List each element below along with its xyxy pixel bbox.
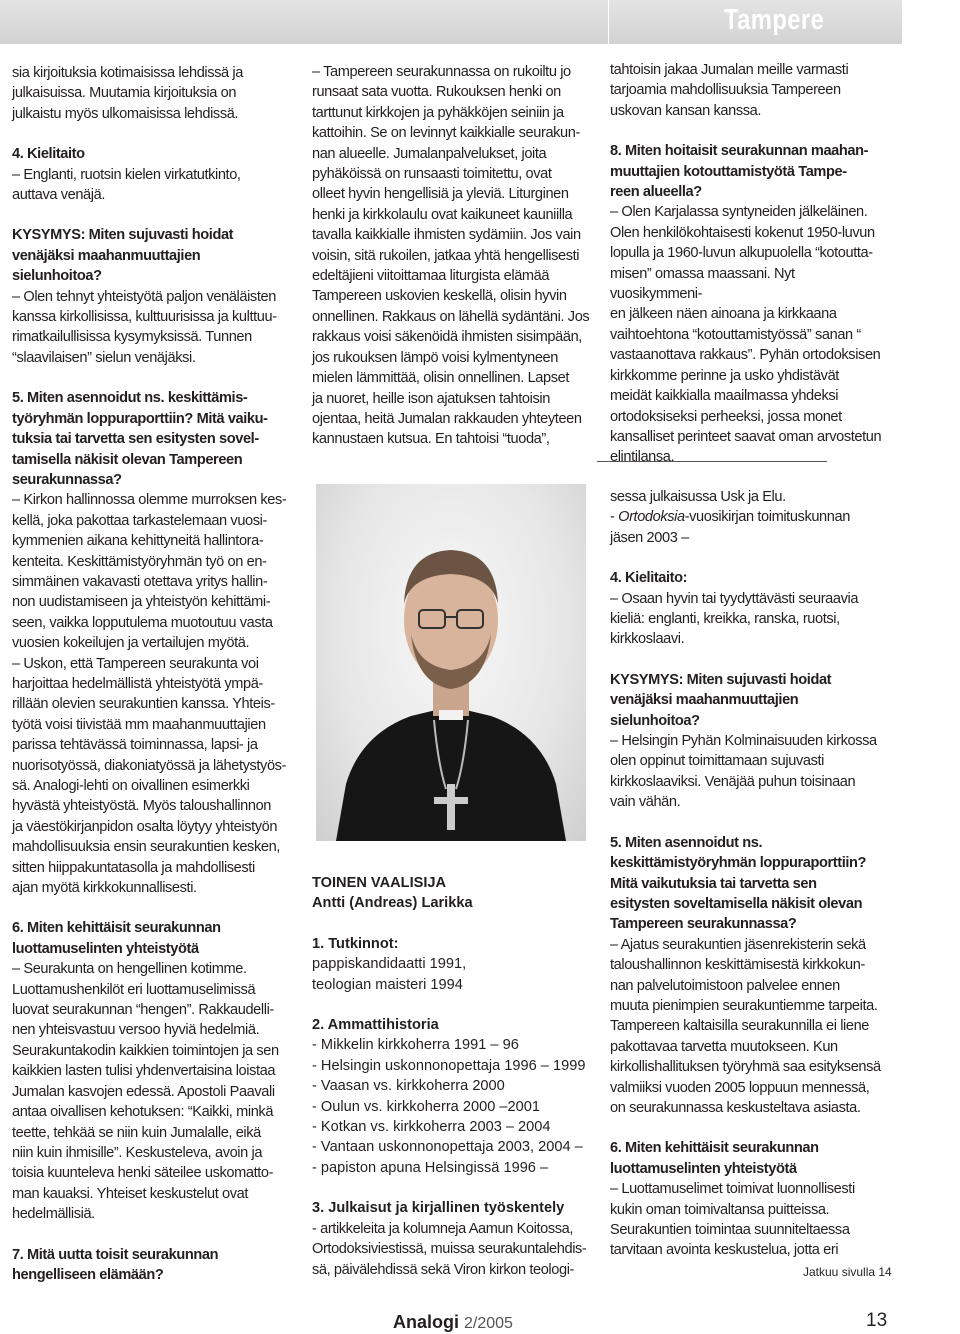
column-1: sia kirjoituksia kotimaisissa lehdissä ja julkaisuissa. Muutamia kirjoituksia on julkaistu myös ulkomaisissa lehdissä. 4. Kielitaito – Englanti, ruotsin kielen virkatutkinto, auttava venäjä. KYSYMYS: Miten sujuvasti hoidat venäjäksi maahanmuuttajien sielunhoitoa? – Olen tehnyt yhteistyötä paljon venäläisten kanssa kirkollisissa, kulttuurisissa ja kulttuu- rimatkailullisissa kysymyksissä. Tunnen “slaavilaisen” sielun venäjäksi. 5. Miten asennoidut ns. keskittämis- työryhmän loppuraporttiin? Mitä vaiku- tuksia tai tarvetta sen esitysten sovel- tamisella näkisit olevan Tampereen seurakunnassa? – Kirkon hallinnossa olemme murroksen kes- kellä, joka pakottaa tarkastelemaan vuosi- kymmenien aikana kehittyneitä hallintora- kenteita. Keskittämistyöryhmän työ on en- simmäinen vakavasti otettava yritys hallin- non uudistamiseen ja yhteistyön kehittämi- seen, vaikka lopputulema muotoutuu vasta vuosien kokeilujen ja vertailujen myötä. – Uskon, että Tampereen seurakunta voi harjoittaa hedelmällistä yhteistyötä ympä- rillään olevien seurakuntien kanssa. Yhteis- työtä voisi tiivistää mm maahanmuuttajien parissa tehtävässä toiminnassa, lapsi- ja nuorisotyössä, diakoniatyössä ja lähetystyös- sä. Analogi-lehti on oivallinen esimerkki hyvästä yhteistyöstä. Myös taloushallinnon ja väestökirjanpidon osalta löytyy yhteistyön mahdollisuuksia ensin seurakuntien kesken, sitten hiippakuntatasolla ja mahdollisesti ajan myötä kirkkokunnallisesti. 6. Miten kehittäisit seurakunnan luottamuselinten yhteistyötä – Seurakunta on hengellinen kotimme. Luottamushenkilöt eri luottamuselimissä luovat seurakunnan “hengen”. Rakkaudelli- nen yhteisvastuu versoo hyviä hedelmiä. Seurakuntakodin kaikkien toimintojen ja sen kaikkien lasten tulisi yhdenvertaisina loistaa Jumalan kasvojen edessä. Apostoli Paavali antaa oivallisen kehotuksen: “Kaikki, minkä teette, tehkää se niin kuin Jumalalle, eikä niin kuin ihmisille”. Keskusteleva, avoin ja toisia kuunteleva henki säteilee uskomatto- man kauaksi. Yhteiset keskustelut ovat hedelmällisiä. 7. Mitä uutta toisit seurakunnan hengelliseen elämään? [12,63,292,1285]
col1-q6-answer: – Seurakunta on hengellinen kotimme. Luottamushenkilöt eri luottamuselimissä luovat seurakunnan “hengen”. Rakkaudelli- nen yhteisvastuu versoo hyviä hedelmiä. Seurakuntakodin kaikkien toimintojen ja sen kaikkien lasten tulisi yhdenvertaisina loistaa Jumalan kasvojen edessä. Apostoli Paavali antaa oivallisen kehotuksen: “Kaikki, minkä teette, tehkää se niin kuin Jumalalle, eikä niin kuin ihmisille”. Keskusteleva, avoin ja toisia kuunteleva henki säteilee uskomatto- man kauaksi. Yhteiset keskustelut ovat hedelmällisiä. [12,961,279,1223]
column-3-top [610,60,890,468]
col2-q2-title: 2. Ammattihistoria [312,1017,439,1034]
col3-q8-answer: – Olen Karjalassa syntyneiden jälkeläinen. Olen henkilökohtaisesti kokenut 1950-luvun lopulla ja 1960-luvun alkupuolella “kotoutta- misen” omassa maassani. Nyt vuosikymmeni- en jälkeen näen ainoana ja kirkkaana vaihtoehtona “kotouttamistyössä” sanan “ vastaanottava rakkaus”. Pyhän ortodoksisen kirkkomme perinne ja usko yhdistävät meidät kaikkialla maailmassa yhdeksi ortodoksiseksi perheeksi, jossa monet kansalliset perinteet saavat oman arvostetun elintilansa. [610,204,882,466]
magazine-name: Analogi [393,1312,459,1332]
col1-kys-title: KYSYMYS: Miten sujuvasti hoidat venäjäksi maahanmuuttajien sielunhoitoa? [12,227,234,285]
col3-q6-answer: – Luottamuselimet toimivat luonnollisesti kukin oman toimivaltansa puitteissa. Seurakuntien toimintaa suunniteltaessa tarvitaan avointa keskustelua, jotta eri [610,1181,855,1259]
col3-member-line: jäsen 2003 – [610,529,689,546]
col3-q6-title: 6. Miten kehittäisit seurakunnan luottamuselinten yhteistyötä [610,1140,819,1177]
column-3-bottom [610,487,890,1261]
col2-q1-title: 1. Tutkinnot: [312,935,399,952]
col1-q7-title: 7. Mitä uutta toisit seurakunnan hengelliseen elämään? [12,1246,219,1283]
section-header-bar [0,0,902,44]
col1-intro: sia kirjoituksia kotimaisissa lehdissä ja julkaisuissa. Muutamia kirjoituksia on julkaistu myös ulkomaisissa lehdissä. [12,65,243,122]
col3-kys-title: KYSYMYS: Miten sujuvasti hoidat venäjäksi maahanmuuttajien sielunhoitoa? [610,671,832,729]
col1-q6-title: 6. Miten kehittäisit seurakunnan luottamuselinten yhteistyötä [12,920,221,957]
magazine-issue: 2/2005 [464,1315,513,1332]
col3-ortodoksia-line: - Ortodoksia-vuosikirjan toimituskunnan [610,509,850,526]
column-2-text: – Tampereen seurakunnassa on rukoiltu jo runsaat sata vuotta. Rukouksen henki on tarttunut kirkkojen ja pyhäkköjen seiniin ja kattoihin. Se on levinnyt kaikkialle seurakun- nan alueelle. Jumalanpalvelukset, joita pyhäköissä on runsaasti toimitettu, ovat olleet hyvin hengellisiä ja yleviä. Liturginen henki ja kirkkolaulu ovat kaikuneet kauniilla tavalla kaikkialle ihmisten sydämiin. Jos vain voisin, sitä rukoilen, jatkaa yhtä hengellisesti edeltäjieni viitoittamaa liturgista elämää Tampereen uskovien keskellä, olisin hyvin onnellinen. Rakkaus on lähellä sydäntäni. Jos rakkaus voisi säkenöidä ihmisten sisimpään, jos rukouksen lämpö voisi kylmentyneen mielen lämmittää, olisin onnellinen. Lapset ja nuoret, heille ison ajatuksen tahtoisin ojentaa, heitä Jumalan rakkauden yhteyteen kannustaen kutsua. En tahtoisi “tuoda”, [312,64,590,448]
col2-q1-answer: pappiskandidaatti 1991, teologian maisteri 1994 [312,956,467,993]
header-divider [608,0,609,44]
section-title: Tampere [723,4,824,36]
col1-kys-answer: – Olen tehnyt yhteistyötä paljon venäläisten kanssa kirkollisissa, kulttuurisissa ja kulttuu- rimatkailullisissa kysymyksissä. Tunnen “slaavilaisen” sielun venäjäksi. [12,288,277,366]
col1-q4-answer: – Englanti, ruotsin kielen virkatutkinto, [12,166,241,183]
page-number: 13 [866,1310,888,1331]
candidate-label: TOINEN VAALISIJA [312,875,447,891]
col1-q4-title: 4. Kielitaito [12,146,85,163]
col3-q5-answer: – Ajatus seurakuntien jäsenrekisterin sekä taloushallinnon keskittämisestä kirkkokun- nan palvelutoimistoon palvelee ennen muuta pienimpien seurakuntiemme tarpeita. Tampereen kaltaisilla seurakunnilla ei liene pakottavaa tarvetta muutokseen. Kun kirkollishallituksen työryhmä saa esityksensä valmiiksi vuoden 2005 loppuun mennessä, on seurakunnassa keskusteltava asiasta. [610,936,881,1116]
candidate-portrait-photo [316,484,586,841]
continued-on-page-note: Jatkuu sivulla 14 [803,1265,892,1279]
col3-publications-cont: sessa julkaisussa Usk ja Elu. [610,489,786,505]
col2-q2-answer: - Mikkelin kirkkoherra 1991 – 96 - Helsingin uskonnonopettaja 1996 – 1999 - Vaasan vs. kirkkoherra 2000 - Oulun vs. kirkkoherra 2000 –2001 - Kotkan vs. kirkkoherra 2003 – 2004 - Vantaan uskonnonopettaja 2003, 2004 – - papiston apuna Helsingissä 1996 – [312,1037,586,1176]
col2-q3-title: 3. Julkaisut ja kirjallinen työskentely [312,1200,565,1217]
col3-intro: tahtoisin jakaa Jumalan meille varmasti tarjoamia mahdollisuuksia Tampereen uskovan kansan kanssa. [610,62,849,119]
portrait-illustration [316,484,586,841]
col3-kys-answer: – Helsingin Pyhän Kolminaisuuden kirkossa olen oppinut toimittamaan sujuvasti kirkkoslaaviksi. Venäjää puhun toisinaan vain vähän. [610,733,877,811]
col1-q5-title: 5. Miten asennoidut ns. keskittämis- työryhmän loppuraporttiin? Mitä vaiku- tuksia tai tarvetta sen esitysten sovel- tamisella näkisit olevan Tampereen seurakunnassa? [12,390,268,488]
column-2-candidate-info [312,873,590,1280]
col3-q4-title: 4. Kielitaito: [610,570,688,587]
col3-q4-answer: – Osaan hyvin tai tyydyttävästi seuraavia kieliä: englanti, kreikka, ranska, ruotsi, kirkkoslaavi. [610,590,859,648]
col3-q5-title: 5. Miten asennoidut ns. keskittämistyöryhmän loppuraporttiin? Mitä vaikutuksia tai tarvetta sen esitysten soveltamisella näkisit olevan Tampereen seurakunnassa? [610,834,867,933]
col3-q8-title: 8. Miten hoitaisit seurakunnan maahan- muuttajien kotouttamistyötä Tampe- reen alueella? [610,143,869,201]
footer-magazine [393,1312,513,1333]
col1-q5-answer: – Kirkon hallinnossa olemme murroksen kes- kellä, joka pakottaa tarkastelemaan vuosi- kymmenien aikana kehittyneitä hallintora- kenteita. Keskittämistyöryhmän työ on en- simmäinen vakavasti otettava yritys hallin- non uudistamiseen ja yhteistyön kehittämi- seen, vaikka lopputulema muotoutuu vasta vuosien kokeilujen ja vertailujen myötä. – Uskon, että Tampereen seurakunta voi harjoittaa hedelmällistä yhteistyötä ympä- rillään olevien seurakuntien kanssa. Yhteis- työtä voisi tiivistää mm maahanmuuttajien parissa tehtävässä toiminnassa, lapsi- ja nuorisotyössä, diakoniatyössä ja lähetystyös- sä. Analogi-lehti on oivallinen esimerkki hyvästä yhteistyöstä. Myös taloushallinnon ja väestökirjanpidon osalta löytyy yhteistyön mahdollisuuksia ensin seurakuntien kesken, sitten hiippakuntatasolla ja mahdollisesti ajan myötä kirkkokunnallisesti. [12,492,287,897]
col2-q3-answer: - artikkeleita ja kolumneja Aamun Koitossa, Ortodoksiviestissä, muissa seurakuntalehdis- sä, päivälehdissä sekä Viron kirkon teologi- [312,1220,587,1278]
candidate-name: Antti (Andreas) Larikka [312,895,473,912]
